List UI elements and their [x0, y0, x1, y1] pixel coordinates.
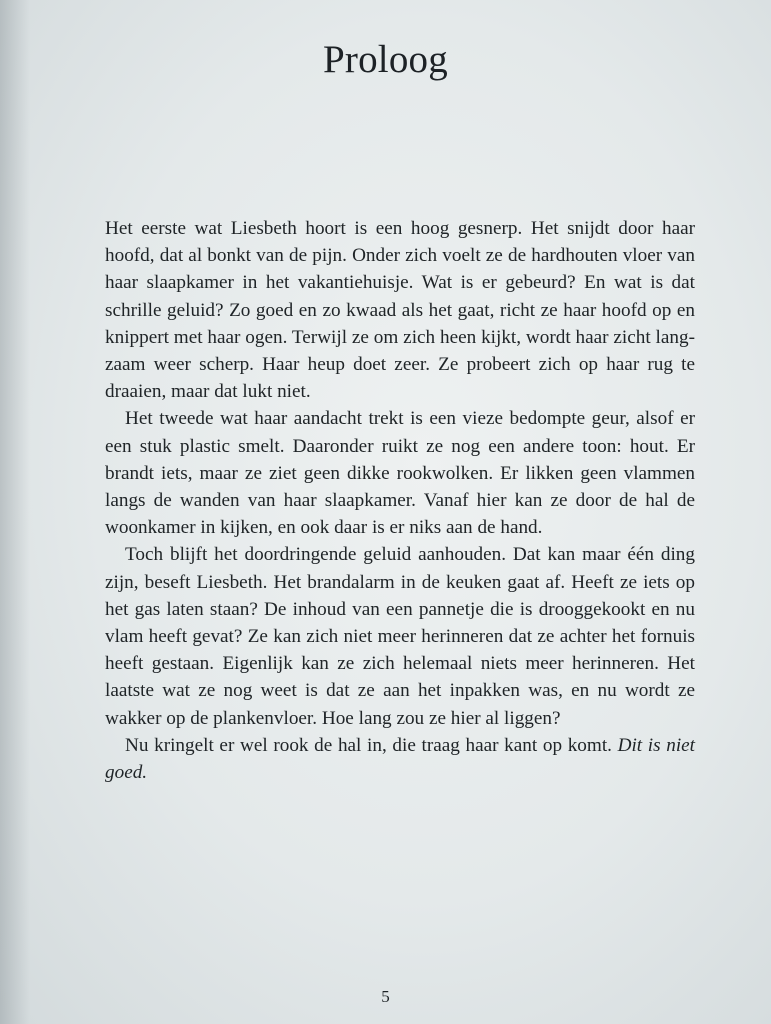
paragraph-4-italic: Dit is niet goed.	[105, 734, 696, 784]
page-number: 5	[381, 987, 390, 1006]
paragraph-4-text: Nu kringelt er wel rook de hal in, die traag haar kant op komt.	[125, 734, 612, 756]
chapter-body	[105, 215, 695, 786]
paragraph-2: Het tweede wat haar aandacht trekt is een vieze bedompte geur, alsof er een stuk plastic smelt. Daaronder ruikt ze nog een andere toon: hout. Er brandt iets, maar ze ziet geen dikke rookwolken. Er likken geen vlammen langs de wanden van haar slaapkamer. Vanaf hier kan ze door de hal de woonkamer in kijken, en ook daar is er niks aan de hand.	[105, 408, 695, 539]
paragraph-3: Toch blijft het doordringende geluid aanhouden. Dat kan maar één ding zijn, beseft Liesbeth. Het brandalarm in de keuken gaat af. Heeft ze iets op het gas laten staan? De inhoud van een pannetje die is drooggekookt en nu vlam heeft gevat? Ze kan zich niet meer herinneren dat ze achter het fornuis heeft gestaan. Eigenlijk kan ze zich helemaal niets meer herinneren. Het laatste wat ze nog weet is dat ze aan het inpakken was, en nu wordt ze wakker op de plankenvloer. Hoe lang zou ze hier al liggen?	[105, 544, 695, 729]
chapter-title: Proloog	[323, 38, 448, 81]
paragraph-1: Het eerste wat Liesbeth hoort is een hoog gesnerp. Het snijdt door haar hoofd, dat al bonkt van de pijn. Onder zich voelt ze de hardhouten vloer van haar slaapkamer in het vakantiehuisje. Wat is er gebeurd? En wat is dat schrille geluid? Zo goed en zo kwaad als het gaat, richt ze haar hoofd op en knippert met haar ogen. Terwijl ze om zich heen kijkt, wordt haar zicht langzaam weer scherp. Haar heup doet zeer. Ze probeert zich op haar rug te draaien, maar dat lukt niet.	[105, 218, 695, 403]
page-gutter-shadow	[0, 0, 30, 1024]
paragraph-4	[105, 732, 695, 786]
